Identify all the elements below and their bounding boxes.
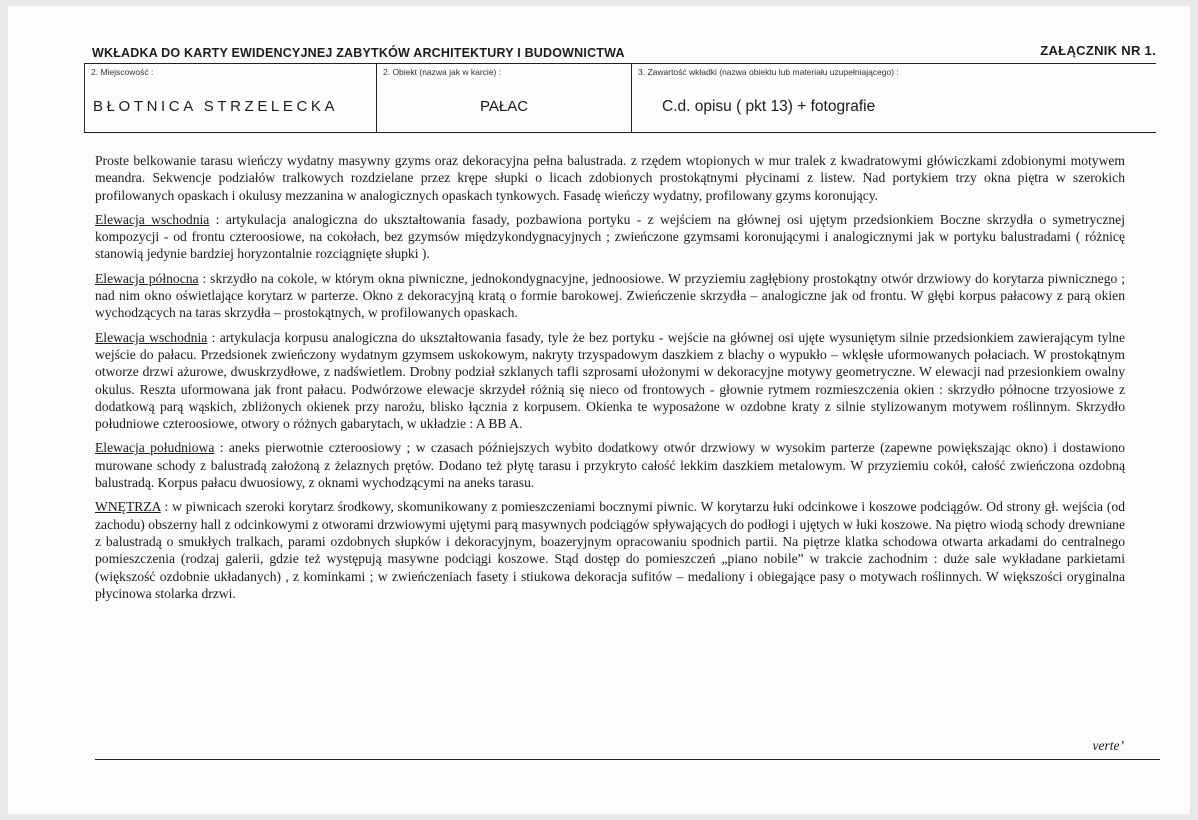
object-cell xyxy=(376,64,631,132)
section-separator: : xyxy=(198,270,211,286)
header-fields-table xyxy=(84,63,1156,133)
section-heading: Elewacja południowa xyxy=(95,440,215,456)
place-value: BŁOTNICA STRZELECKA xyxy=(93,98,339,115)
annex-number: ZAŁĄCZNIK NR 1. xyxy=(1040,43,1156,58)
place-label: 2. Miejscowość : xyxy=(91,67,154,77)
section-paragraph xyxy=(95,152,1125,204)
contents-value: C.d. opisu ( pkt 13) + fotografie xyxy=(662,98,876,115)
bottom-divider xyxy=(95,759,1160,760)
section-text: skrzydło na cokole, w którym okna piwniczne, jednokondygnacyjne, jednoosiowe. W przyziemiu zagłębiony prostokątny otwór drzwiowy do korytarza piwnicznego ; nad nim okno oświetlające korytarz w parterze. Okno z dekoracyjną kratą o formie barokowej. Zwieńczenie skrzydła – analogiczne jak od frontu. W głębi korpus pałacowy z parą okien wychodzących na taras skrzydła – prostokątnych, w profilowanych opaskach. xyxy=(95,270,1125,321)
document-header xyxy=(92,43,1156,63)
verte-note: verte’ xyxy=(1092,738,1124,753)
section-separator: : xyxy=(214,440,229,456)
document-title: WKŁADKA DO KARTY EWIDENCYJNEJ ZABYTKÓW ARCHITEKTURY I BUDOWNICTWA xyxy=(92,46,625,60)
section-text: Proste belkowanie tarasu wieńczy wydatny masywny gzyms oraz dekoracyjna pełna balustrada. z rzędem wtopionych w mur tralek z kwadratowymi główiczkami zdobionymi motywem meandra. Sekwencje podziałów tralkowych rozdzielane przez krępe słupki o licach zdobionych prostokątnymi płycinami z listew. Nad portykiem trzy okna piętra w szerokich profilowanych opaskach i okulusy mezzanina w analogicznych opaskach tynkowych. Fasadę wieńczy wydatny, profilowany gzyms koronujący. xyxy=(95,153,1125,203)
contents-label: 3. Zawartość wkładki (nazwa obiektu lub materiału uzupełniającego) : xyxy=(638,67,899,77)
section-text: aneks pierwotnie czteroosiowy ; w czasach późniejszych wybito dodatkowy otwór drzwiowy w wysokim parterze (zapewne powiększając okno) i dostawiono murowane schody z balustradą założoną z żelaznych prętów. Dodano też płytę tarasu i przykryto całość lekkim daszkiem metalowym. W przyziemiu cokół, całość zwieńczona ozdobną balustradą. Korpus pałacu dwuosiowy, z oknami wychodzącymi na aneks tarasu. xyxy=(95,440,1125,491)
section-paragraph xyxy=(95,498,1125,602)
contents-cell xyxy=(631,64,1157,132)
description-body xyxy=(95,152,1125,609)
section-text: w piwnicach szeroki korytarz środkowy, skomunikowany z pomieszczeniami bocznymi piwnic. W korytarzu łuki odcinkowe i koszowe podciągów. Od strony gł. wejścia (od zachodu) obszerny hall z odcinkowymi z otworami drzwiowymi ujętymi parą masywnych podciągów spływających do podłogi i ujętych w łuki koszowe. Na piętro wiodą schody drewniane z balustradą o smukłych tralkach, parami ozdobnych słupków i dekoracyjnym, boazeryjnym opracowaniu spodnich partii. Na piętrze klatka schodowa otwarta arkadami do centralnego pomieszczenia (rodzaj galerii, gdzie też występują masywne podciągi koszowe. Stąd dostęp do pomieszczeń „piano nobile” w trakcie zachodnim : duże sale wykładane parkietami (większość ozdobnie układanych) , z kominkami ; w zwieńczeniach fasety i stiukowa dekoracja sufitów – medaliony i obiegające pasy o motywach roślinnych. W większości oryginalna płycinowa stolarka drzwi. xyxy=(95,499,1125,601)
section-heading: Elewacja północna xyxy=(95,270,199,286)
place-cell xyxy=(84,64,375,132)
object-label: 2. Obiekt (nazwa jak w karcie) : xyxy=(383,67,502,77)
section-paragraph xyxy=(95,270,1125,322)
section-heading: WNĘTRZA xyxy=(95,499,161,515)
section-heading: Elewacja wschodnia xyxy=(95,211,210,227)
section-paragraph xyxy=(95,439,1125,491)
section-separator: : xyxy=(207,329,220,345)
section-paragraph xyxy=(95,211,1125,263)
object-value: PAŁAC xyxy=(479,98,529,115)
section-text: artykulacja korpusu analogiczna do ukształtowania fasady, tyle że bez portyku - wejście na głównej osi ujęte wysuniętym silnie przedsionkiem zawierającym tylne wejście do pałacu. Przedsionek zwieńczony wydatnym gzymsem uskokowym, nakryty trzyspadowym daszkiem z blachy o wypukło – wklęsłe uformowanych połaciach. W prostokątnym otworze drzwi ażurowe, dwuskrzydłowe, z nadświetlem. Drobny podział szklanych tafli szprosami ułożonymi w dekoracyjne motywy geometryczne. W elewacji nad przesionkiem owalny okulus. Reszta uformowana jak front pałacu. Podwórzowe elewacje skrzydeł różnią się nieco od frontowych - głownie rytmem rozmieszczenia okien : skrzydło północne trzyosiowe z dodatkową parą wąskich, zbliżonych okienek przy narożu, blisko łącznia z korpusem. Okienka te wyposażone w ozdobne kraty z silnie stylizowanym motywem roślinnym. Skrzydło południowe czteroosiowe, otwory o różnych gabarytach, w układzie : A BB A. xyxy=(95,329,1125,432)
section-separator: : xyxy=(160,499,173,515)
section-paragraph xyxy=(95,329,1125,433)
section-text: artykulacja analogiczna do ukształtowania fasady, pozbawiona portyku - z wejściem na głównej osi ujętym przedsionkiem Boczne skrzydła o symetrycznej kompozycji - od frontu czteroosiowe, na cokołach, bez gzymsów międzykondygnacyjnych ; zwieńczone gzymsami koronującymi i analogicznymi jak w portyku balustradami ( różnicę stanowią jedynie bardziej horyzontalnie rozciągnięte słupki ). xyxy=(95,211,1125,262)
section-separator: : xyxy=(209,211,226,227)
section-heading: Elewacja wschodnia xyxy=(95,329,208,345)
